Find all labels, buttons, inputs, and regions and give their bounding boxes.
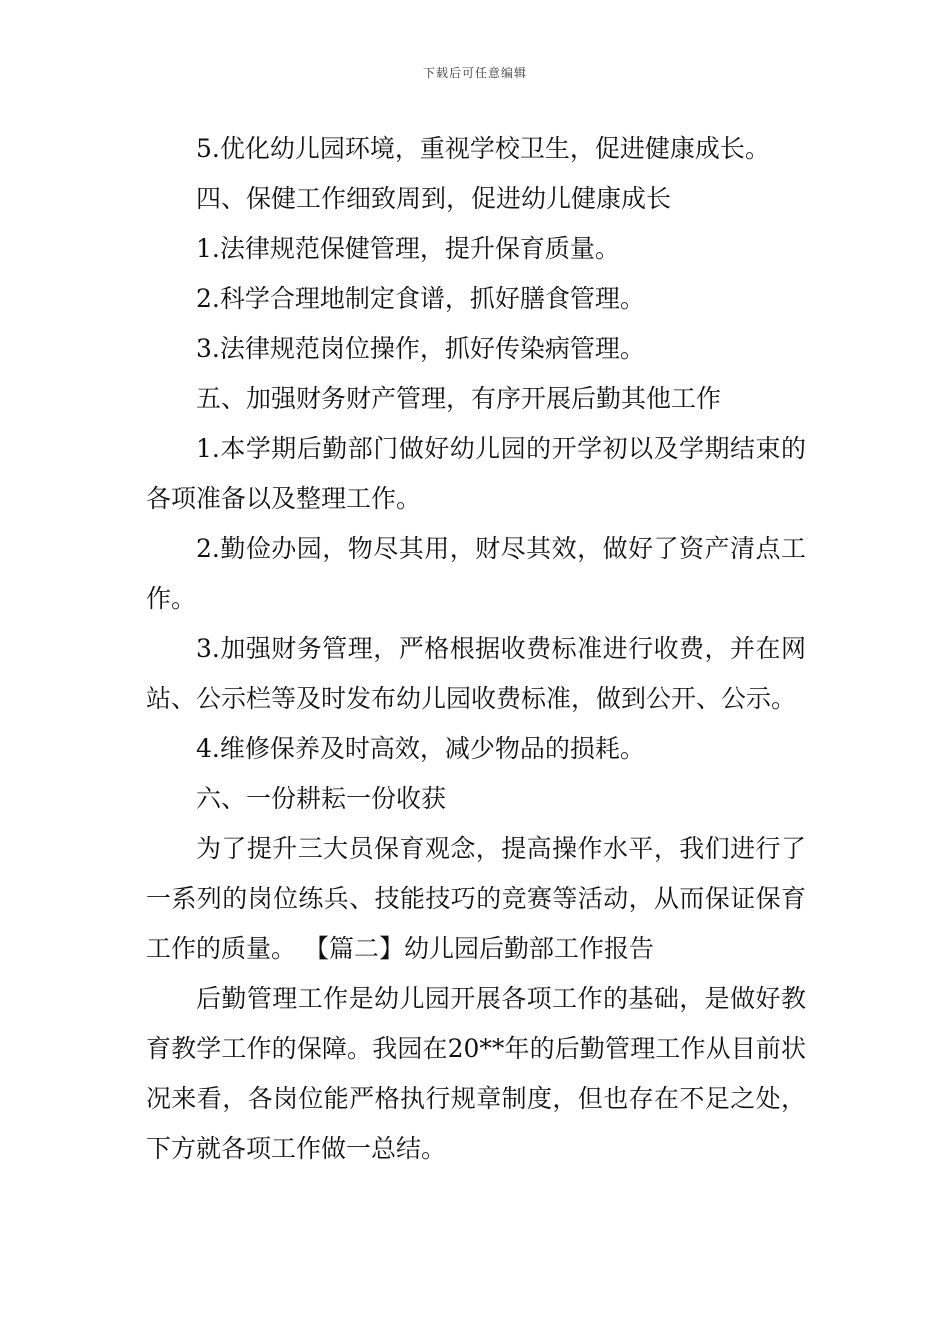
section-heading-4: 四、保健工作细致周到，促进幼儿健康成长 <box>196 184 672 213</box>
paragraph-7: 1.本学期后勤部门做好幼儿园的开学初以及学期结束的各项准备以及整理工作。 <box>146 434 806 513</box>
paragraph-5: 3.法律规范岗位操作，抓好传染病管理。 <box>196 334 645 363</box>
paragraph-9: 3.加强财务管理，严格根据收费标准进行收费，并在网站、公示栏等及时发布幼儿园收费标准，做到公开、公示。 <box>146 634 806 713</box>
paragraph-4: 2.科学合理地制定食谱，抓好膳食管理。 <box>196 284 645 313</box>
paragraph-13: 后勤管理工作是幼儿园开展各项工作的基础，是做好教育教学工作的保障。我园在20**年的后勤管理工作从目前状况来看，各岗位能严格执行规章制度，但也存在不足之处，下方就各项工作做一总结。 <box>146 984 806 1163</box>
page-header: 下载后可任意编辑 <box>422 66 527 80</box>
paragraph-3: 1.法律规范保健管理，提升保育质量。 <box>196 234 620 263</box>
paragraph-10: 4.维修保养及时高效，减少物品的损耗。 <box>196 734 645 763</box>
paragraph-12: 为了提升三大员保育观念，提高操作水平，我们进行了一系列的岗位练兵、技能技巧的竞赛等活动，从而保证保育工作的质量。 【篇二】幼儿园后勤部工作报告 <box>146 834 806 963</box>
paragraph-1: 5.优化幼儿园环境，重视学校卫生，促进健康成长。 <box>196 134 770 163</box>
document-body <box>146 124 806 1174</box>
section-heading-6: 六、一份耕耘一份收获 <box>196 784 447 813</box>
paragraph-8: 2.勤俭办园，物尽其用，财尽其效，做好了资产清点工作。 <box>146 534 806 613</box>
section-heading-5: 五、加强财务财产管理，有序开展后勤其他工作 <box>196 384 722 413</box>
